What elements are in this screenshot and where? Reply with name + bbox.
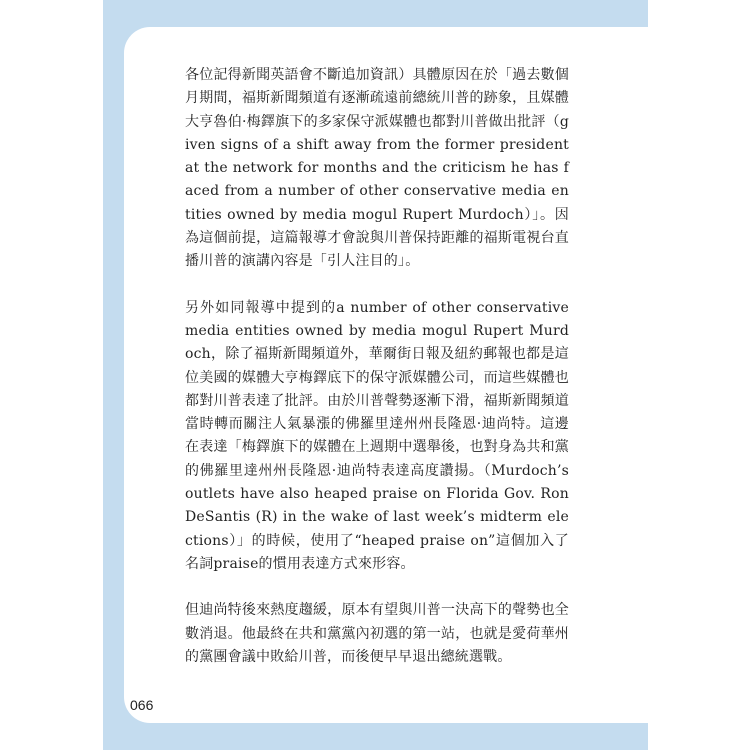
paragraph-1: 各位記得新聞英語會不斷追加資訊）具體原因在於「過去數個月期間，福斯新聞頻道有逐漸疏遠前總統川普的跡象，且媒體大亨魯伯·梅鐸旗下的多家保守派媒體也都對川普做出批評（given signs of a shift away from the former president at the network for months and the criticism he has faced from a number of other conservative media entities owned by media mogul Rupert Murdoch）」。因為這個前提，這篇報導才會說與川普保持距離的福斯電視台直播川普的演講內容是「引人注目的」。: [185, 67, 569, 270]
paragraph-2: 另外如同報導中提到的a number of other conservative media entities owned by media mogul Rupert Murdoch，除了福斯新聞頻道外，華爾街日報及紐約郵報也都是這位美國的媒體大亨梅鐸底下的保守派媒體公司，而這些媒體也都對川普表達了批評。由於川普聲勢逐漸下滑，福斯新聞頻道當時轉而關注人氣暴漲的佛羅里達州州長隆恩·迪尚特。這邊在表達「梅鐸旗下的媒體在上週期中選舉後，也對身為共和黨的佛羅里達州州長隆恩·迪尚特表達高度讚揚。（Murdoch’s outlets have also heaped praise on Florida Gov. Ron DeSantis (R) in the wake of last week’s midterm elections）」的時候，使用了“heaped praise on”這個加入了名詞praise的慣用表達方式來形容。: [185, 299, 569, 572]
page-number: 066: [130, 697, 154, 713]
paragraph-3: 但迪尚特後來熱度趨緩，原本有望與川普一決高下的聲勢也全數消退。他最終在共和黨黨內初選的第一站，也就是愛荷華州的黨團會議中敗給川普，而後便早早退出總統選戰。: [185, 602, 569, 665]
body-text: [185, 64, 569, 669]
